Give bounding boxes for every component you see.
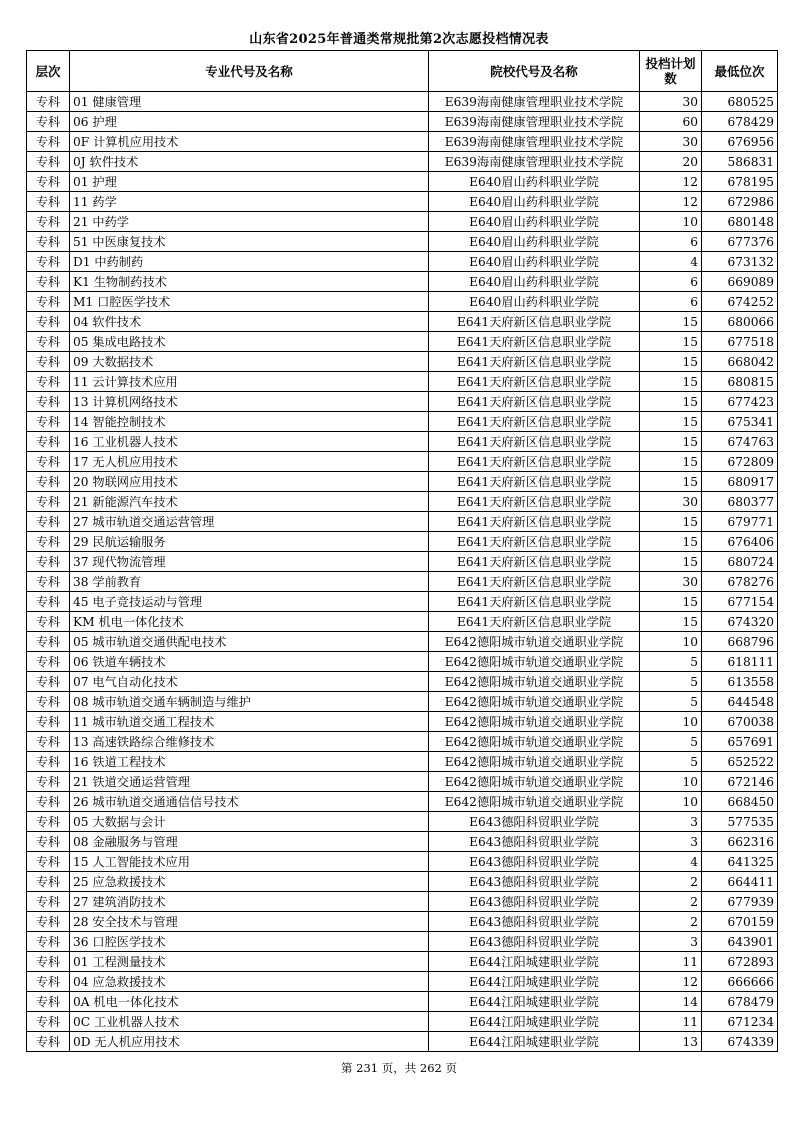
page-footer: 第 231 页，共 262 页 bbox=[340, 1061, 458, 1075]
cell-school: E641天府新区信息职业学院 bbox=[429, 412, 640, 432]
table-row bbox=[27, 992, 778, 1012]
cell-min-rank: 677376 bbox=[702, 232, 778, 252]
table-row bbox=[27, 352, 778, 372]
table-row bbox=[27, 112, 778, 132]
cell-school: E641天府新区信息职业学院 bbox=[429, 572, 640, 592]
cell-major: 17 无人机应用技术 bbox=[70, 452, 429, 472]
cell-school: E642德阳城市轨道交通职业学院 bbox=[429, 772, 640, 792]
cell-min-rank: 677423 bbox=[702, 392, 778, 412]
cell-major: 13 高速铁路综合维修技术 bbox=[70, 732, 429, 752]
cell-school: E642德阳城市轨道交通职业学院 bbox=[429, 752, 640, 772]
cell-school: E641天府新区信息职业学院 bbox=[429, 612, 640, 632]
cell-school: E643德阳科贸职业学院 bbox=[429, 872, 640, 892]
cell-major: 16 工业机器人技术 bbox=[70, 432, 429, 452]
table-row bbox=[27, 452, 778, 472]
cell-school: E641天府新区信息职业学院 bbox=[429, 432, 640, 452]
cell-min-rank: 673132 bbox=[702, 252, 778, 272]
cell-level: 专科 bbox=[27, 372, 70, 392]
cell-level: 专科 bbox=[27, 652, 70, 672]
cell-major: 25 应急救援技术 bbox=[70, 872, 429, 892]
cell-major: 38 学前教育 bbox=[70, 572, 429, 592]
cell-major: 27 城市轨道交通运营管理 bbox=[70, 512, 429, 532]
cell-school: E644江阳城建职业学院 bbox=[429, 1012, 640, 1032]
table-row bbox=[27, 372, 778, 392]
cell-min-rank: 678195 bbox=[702, 172, 778, 192]
cell-min-rank: 668796 bbox=[702, 632, 778, 652]
cell-school: E642德阳城市轨道交通职业学院 bbox=[429, 632, 640, 652]
table-body bbox=[27, 92, 778, 1052]
table-row bbox=[27, 1032, 778, 1052]
cell-major: 04 软件技术 bbox=[70, 312, 429, 332]
cell-plan: 60 bbox=[640, 112, 702, 132]
cell-plan: 15 bbox=[640, 552, 702, 572]
cell-major: 05 城市轨道交通供配电技术 bbox=[70, 632, 429, 652]
cell-major: 27 建筑消防技术 bbox=[70, 892, 429, 912]
cell-min-rank: 678479 bbox=[702, 992, 778, 1012]
cell-school: E642德阳城市轨道交通职业学院 bbox=[429, 692, 640, 712]
cell-level: 专科 bbox=[27, 272, 70, 292]
cell-min-rank: 677518 bbox=[702, 332, 778, 352]
table-row bbox=[27, 232, 778, 252]
cell-major: 21 铁道交通运营管理 bbox=[70, 772, 429, 792]
cell-school: E640眉山药科职业学院 bbox=[429, 172, 640, 192]
cell-min-rank: 680917 bbox=[702, 472, 778, 492]
cell-major: 36 口腔医学技术 bbox=[70, 932, 429, 952]
cell-major: 21 中药学 bbox=[70, 212, 429, 232]
cell-level: 专科 bbox=[27, 792, 70, 812]
cell-school: E641天府新区信息职业学院 bbox=[429, 452, 640, 472]
cell-major: 21 新能源汽车技术 bbox=[70, 492, 429, 512]
cell-level: 专科 bbox=[27, 312, 70, 332]
cell-level: 专科 bbox=[27, 1032, 70, 1052]
cell-plan: 15 bbox=[640, 312, 702, 332]
cell-school: E642德阳城市轨道交通职业学院 bbox=[429, 732, 640, 752]
cell-school: E642德阳城市轨道交通职业学院 bbox=[429, 672, 640, 692]
cell-level: 专科 bbox=[27, 292, 70, 312]
cell-plan: 15 bbox=[640, 532, 702, 552]
cell-school: E644江阳城建职业学院 bbox=[429, 992, 640, 1012]
table-row bbox=[27, 552, 778, 572]
cell-min-rank: 666666 bbox=[702, 972, 778, 992]
cell-plan: 10 bbox=[640, 772, 702, 792]
cell-level: 专科 bbox=[27, 212, 70, 232]
cell-major: 04 应急救援技术 bbox=[70, 972, 429, 992]
cell-min-rank: 670159 bbox=[702, 912, 778, 932]
cell-level: 专科 bbox=[27, 632, 70, 652]
header-school: 院校代号及名称 bbox=[429, 51, 640, 92]
cell-min-rank: 671234 bbox=[702, 1012, 778, 1032]
cell-plan: 2 bbox=[640, 912, 702, 932]
cell-level: 专科 bbox=[27, 412, 70, 432]
cell-level: 专科 bbox=[27, 992, 70, 1012]
cell-min-rank: 577535 bbox=[702, 812, 778, 832]
cell-school: E643德阳科贸职业学院 bbox=[429, 892, 640, 912]
table-row bbox=[27, 152, 778, 172]
cell-school: E640眉山药科职业学院 bbox=[429, 272, 640, 292]
cell-level: 专科 bbox=[27, 912, 70, 932]
cell-level: 专科 bbox=[27, 612, 70, 632]
cell-school: E643德阳科贸职业学院 bbox=[429, 932, 640, 952]
cell-school: E641天府新区信息职业学院 bbox=[429, 532, 640, 552]
cell-plan: 13 bbox=[640, 1032, 702, 1052]
table-row bbox=[27, 312, 778, 332]
cell-min-rank: 643901 bbox=[702, 932, 778, 952]
table-row bbox=[27, 852, 778, 872]
cell-plan: 15 bbox=[640, 372, 702, 392]
cell-major: 01 工程测量技术 bbox=[70, 952, 429, 972]
cell-school: E640眉山药科职业学院 bbox=[429, 292, 640, 312]
table-row bbox=[27, 692, 778, 712]
cell-school: E643德阳科贸职业学院 bbox=[429, 852, 640, 872]
table-row bbox=[27, 292, 778, 312]
cell-min-rank: 676956 bbox=[702, 132, 778, 152]
cell-major: 28 安全技术与管理 bbox=[70, 912, 429, 932]
table-row bbox=[27, 812, 778, 832]
cell-level: 专科 bbox=[27, 932, 70, 952]
cell-plan: 5 bbox=[640, 752, 702, 772]
cell-min-rank: 680724 bbox=[702, 552, 778, 572]
cell-min-rank: 678429 bbox=[702, 112, 778, 132]
cell-major: 14 智能控制技术 bbox=[70, 412, 429, 432]
header-row bbox=[27, 51, 778, 92]
table-row bbox=[27, 132, 778, 152]
cell-plan: 4 bbox=[640, 252, 702, 272]
cell-plan: 5 bbox=[640, 732, 702, 752]
cell-school: E642德阳城市轨道交通职业学院 bbox=[429, 792, 640, 812]
cell-level: 专科 bbox=[27, 1012, 70, 1032]
cell-level: 专科 bbox=[27, 952, 70, 972]
cell-level: 专科 bbox=[27, 532, 70, 552]
cell-min-rank: 674339 bbox=[702, 1032, 778, 1052]
cell-plan: 6 bbox=[640, 232, 702, 252]
table-row bbox=[27, 832, 778, 852]
cell-major: 09 大数据技术 bbox=[70, 352, 429, 372]
cell-plan: 3 bbox=[640, 812, 702, 832]
cell-min-rank: 613558 bbox=[702, 672, 778, 692]
cell-major: 01 健康管理 bbox=[70, 92, 429, 112]
cell-min-rank: 680148 bbox=[702, 212, 778, 232]
cell-level: 专科 bbox=[27, 872, 70, 892]
cell-plan: 11 bbox=[640, 1012, 702, 1032]
cell-min-rank: 677154 bbox=[702, 592, 778, 612]
cell-plan: 15 bbox=[640, 332, 702, 352]
table-row bbox=[27, 792, 778, 812]
cell-plan: 5 bbox=[640, 652, 702, 672]
cell-major: 11 云计算技术应用 bbox=[70, 372, 429, 392]
cell-level: 专科 bbox=[27, 892, 70, 912]
table-row bbox=[27, 952, 778, 972]
table-row bbox=[27, 252, 778, 272]
cell-min-rank: 672986 bbox=[702, 192, 778, 212]
table-row bbox=[27, 432, 778, 452]
cell-school: E641天府新区信息职业学院 bbox=[429, 592, 640, 612]
cell-major: 11 药学 bbox=[70, 192, 429, 212]
cell-plan: 2 bbox=[640, 892, 702, 912]
cell-level: 专科 bbox=[27, 332, 70, 352]
cell-level: 专科 bbox=[27, 552, 70, 572]
cell-level: 专科 bbox=[27, 732, 70, 752]
cell-level: 专科 bbox=[27, 432, 70, 452]
cell-level: 专科 bbox=[27, 172, 70, 192]
cell-major: 08 城市轨道交通车辆制造与维护 bbox=[70, 692, 429, 712]
cell-school: E639海南健康管理职业技术学院 bbox=[429, 92, 640, 112]
cell-level: 专科 bbox=[27, 672, 70, 692]
cell-plan: 3 bbox=[640, 832, 702, 852]
table-row bbox=[27, 172, 778, 192]
cell-school: E643德阳科贸职业学院 bbox=[429, 912, 640, 932]
cell-level: 专科 bbox=[27, 972, 70, 992]
table-row bbox=[27, 772, 778, 792]
table-row bbox=[27, 412, 778, 432]
cell-plan: 5 bbox=[640, 672, 702, 692]
cell-plan: 11 bbox=[640, 952, 702, 972]
cell-plan: 10 bbox=[640, 712, 702, 732]
cell-level: 专科 bbox=[27, 852, 70, 872]
table-row bbox=[27, 472, 778, 492]
cell-school: E641天府新区信息职业学院 bbox=[429, 372, 640, 392]
cell-major: 05 集成电路技术 bbox=[70, 332, 429, 352]
cell-school: E640眉山药科职业学院 bbox=[429, 252, 640, 272]
cell-school: E639海南健康管理职业技术学院 bbox=[429, 152, 640, 172]
cell-min-rank: 680815 bbox=[702, 372, 778, 392]
cell-major: D1 中药制药 bbox=[70, 252, 429, 272]
cell-min-rank: 680377 bbox=[702, 492, 778, 512]
cell-min-rank: 672809 bbox=[702, 452, 778, 472]
cell-school: E642德阳城市轨道交通职业学院 bbox=[429, 652, 640, 672]
cell-major: M1 口腔医学技术 bbox=[70, 292, 429, 312]
cell-school: E641天府新区信息职业学院 bbox=[429, 552, 640, 572]
cell-plan: 15 bbox=[640, 352, 702, 372]
cell-plan: 15 bbox=[640, 412, 702, 432]
cell-major: 15 人工智能技术应用 bbox=[70, 852, 429, 872]
cell-plan: 15 bbox=[640, 432, 702, 452]
cell-school: E644江阳城建职业学院 bbox=[429, 952, 640, 972]
cell-min-rank: 678276 bbox=[702, 572, 778, 592]
cell-min-rank: 644548 bbox=[702, 692, 778, 712]
cell-major: 37 现代物流管理 bbox=[70, 552, 429, 572]
cell-plan: 15 bbox=[640, 392, 702, 412]
header-level: 层次 bbox=[27, 51, 70, 92]
cell-plan: 15 bbox=[640, 452, 702, 472]
cell-school: E640眉山药科职业学院 bbox=[429, 192, 640, 212]
table-row bbox=[27, 672, 778, 692]
cell-plan: 3 bbox=[640, 932, 702, 952]
cell-min-rank: 680525 bbox=[702, 92, 778, 112]
cell-level: 专科 bbox=[27, 112, 70, 132]
cell-min-rank: 668042 bbox=[702, 352, 778, 372]
cell-school: E643德阳科贸职业学院 bbox=[429, 812, 640, 832]
page-title: 山东省2025年普通类常规批第2次志愿投档情况表 bbox=[249, 32, 549, 47]
cell-major: 26 城市轨道交通通信信号技术 bbox=[70, 792, 429, 812]
cell-min-rank: 679771 bbox=[702, 512, 778, 532]
cell-min-rank: 674763 bbox=[702, 432, 778, 452]
table-row bbox=[27, 392, 778, 412]
cell-major: K1 生物制药技术 bbox=[70, 272, 429, 292]
cell-level: 专科 bbox=[27, 452, 70, 472]
cell-min-rank: 675341 bbox=[702, 412, 778, 432]
cell-min-rank: 670038 bbox=[702, 712, 778, 732]
cell-plan: 5 bbox=[640, 692, 702, 712]
cell-min-rank: 672893 bbox=[702, 952, 778, 972]
cell-school: E643德阳科贸职业学院 bbox=[429, 832, 640, 852]
cell-school: E641天府新区信息职业学院 bbox=[429, 512, 640, 532]
cell-plan: 30 bbox=[640, 132, 702, 152]
cell-plan: 6 bbox=[640, 292, 702, 312]
header-major: 专业代号及名称 bbox=[70, 51, 429, 92]
cell-major: 0J 软件技术 bbox=[70, 152, 429, 172]
cell-min-rank: 674252 bbox=[702, 292, 778, 312]
cell-school: E641天府新区信息职业学院 bbox=[429, 492, 640, 512]
cell-min-rank: 676406 bbox=[702, 532, 778, 552]
cell-school: E639海南健康管理职业技术学院 bbox=[429, 112, 640, 132]
cell-plan: 15 bbox=[640, 592, 702, 612]
cell-plan: 30 bbox=[640, 492, 702, 512]
cell-major: 45 电子竞技运动与管理 bbox=[70, 592, 429, 612]
cell-plan: 15 bbox=[640, 612, 702, 632]
cell-level: 专科 bbox=[27, 832, 70, 852]
cell-min-rank: 674320 bbox=[702, 612, 778, 632]
cell-level: 专科 bbox=[27, 772, 70, 792]
cell-school: E639海南健康管理职业技术学院 bbox=[429, 132, 640, 152]
cell-school: E644江阳城建职业学院 bbox=[429, 1032, 640, 1052]
table-row bbox=[27, 892, 778, 912]
cell-level: 专科 bbox=[27, 132, 70, 152]
cell-min-rank: 677939 bbox=[702, 892, 778, 912]
cell-min-rank: 669089 bbox=[702, 272, 778, 292]
cell-plan: 10 bbox=[640, 212, 702, 232]
table-row bbox=[27, 532, 778, 552]
table-row bbox=[27, 932, 778, 952]
cell-school: E641天府新区信息职业学院 bbox=[429, 352, 640, 372]
cell-min-rank: 680066 bbox=[702, 312, 778, 332]
cell-plan: 12 bbox=[640, 192, 702, 212]
cell-plan: 14 bbox=[640, 992, 702, 1012]
cell-level: 专科 bbox=[27, 812, 70, 832]
table-row bbox=[27, 972, 778, 992]
cell-min-rank: 672146 bbox=[702, 772, 778, 792]
table-row bbox=[27, 212, 778, 232]
cell-level: 专科 bbox=[27, 712, 70, 732]
cell-major: 0C 工业机器人技术 bbox=[70, 1012, 429, 1032]
cell-level: 专科 bbox=[27, 152, 70, 172]
table-row bbox=[27, 192, 778, 212]
cell-level: 专科 bbox=[27, 92, 70, 112]
cell-plan: 4 bbox=[640, 852, 702, 872]
cell-level: 专科 bbox=[27, 692, 70, 712]
cell-level: 专科 bbox=[27, 192, 70, 212]
table-row bbox=[27, 652, 778, 672]
cell-major: 05 大数据与会计 bbox=[70, 812, 429, 832]
cell-school: E644江阳城建职业学院 bbox=[429, 972, 640, 992]
cell-level: 专科 bbox=[27, 232, 70, 252]
table-row bbox=[27, 92, 778, 112]
cell-plan: 10 bbox=[640, 632, 702, 652]
cell-plan: 30 bbox=[640, 92, 702, 112]
table-row bbox=[27, 512, 778, 532]
cell-plan: 10 bbox=[640, 792, 702, 812]
cell-level: 专科 bbox=[27, 492, 70, 512]
cell-plan: 15 bbox=[640, 512, 702, 532]
cell-major: 11 城市轨道交通工程技术 bbox=[70, 712, 429, 732]
cell-min-rank: 668450 bbox=[702, 792, 778, 812]
cell-major: 0F 计算机应用技术 bbox=[70, 132, 429, 152]
cell-major: 07 电气自动化技术 bbox=[70, 672, 429, 692]
admission-table bbox=[26, 50, 778, 1052]
table-row bbox=[27, 632, 778, 652]
table-row bbox=[27, 492, 778, 512]
table-row bbox=[27, 572, 778, 592]
cell-plan: 2 bbox=[640, 872, 702, 892]
cell-min-rank: 618111 bbox=[702, 652, 778, 672]
cell-level: 专科 bbox=[27, 512, 70, 532]
table-row bbox=[27, 612, 778, 632]
cell-major: 0D 无人机应用技术 bbox=[70, 1032, 429, 1052]
table-row bbox=[27, 592, 778, 612]
cell-plan: 12 bbox=[640, 172, 702, 192]
cell-major: 51 中医康复技术 bbox=[70, 232, 429, 252]
cell-plan: 15 bbox=[640, 472, 702, 492]
cell-min-rank: 586831 bbox=[702, 152, 778, 172]
cell-major: 13 计算机网络技术 bbox=[70, 392, 429, 412]
table-row bbox=[27, 272, 778, 292]
cell-min-rank: 652522 bbox=[702, 752, 778, 772]
cell-major: 16 铁道工程技术 bbox=[70, 752, 429, 772]
cell-min-rank: 641325 bbox=[702, 852, 778, 872]
cell-plan: 20 bbox=[640, 152, 702, 172]
cell-major: 01 护理 bbox=[70, 172, 429, 192]
cell-min-rank: 662316 bbox=[702, 832, 778, 852]
table-row bbox=[27, 1012, 778, 1032]
cell-min-rank: 664411 bbox=[702, 872, 778, 892]
cell-level: 专科 bbox=[27, 252, 70, 272]
cell-plan: 6 bbox=[640, 272, 702, 292]
header-min-rank: 最低位次 bbox=[702, 51, 778, 92]
cell-school: E640眉山药科职业学院 bbox=[429, 212, 640, 232]
table-row bbox=[27, 752, 778, 772]
cell-school: E641天府新区信息职业学院 bbox=[429, 332, 640, 352]
cell-level: 专科 bbox=[27, 752, 70, 772]
cell-school: E642德阳城市轨道交通职业学院 bbox=[429, 712, 640, 732]
cell-major: 29 民航运输服务 bbox=[70, 532, 429, 552]
cell-level: 专科 bbox=[27, 472, 70, 492]
cell-major: 0A 机电一体化技术 bbox=[70, 992, 429, 1012]
table-row bbox=[27, 872, 778, 892]
cell-school: E641天府新区信息职业学院 bbox=[429, 312, 640, 332]
cell-school: E641天府新区信息职业学院 bbox=[429, 392, 640, 412]
cell-school: E640眉山药科职业学院 bbox=[429, 232, 640, 252]
table-row bbox=[27, 912, 778, 932]
cell-major: 20 物联网应用技术 bbox=[70, 472, 429, 492]
cell-level: 专科 bbox=[27, 392, 70, 412]
cell-major: 06 铁道车辆技术 bbox=[70, 652, 429, 672]
cell-level: 专科 bbox=[27, 572, 70, 592]
cell-level: 专科 bbox=[27, 352, 70, 372]
cell-major: KM 机电一体化技术 bbox=[70, 612, 429, 632]
cell-school: E641天府新区信息职业学院 bbox=[429, 472, 640, 492]
cell-min-rank: 657691 bbox=[702, 732, 778, 752]
header-plan: 投档计划数 bbox=[640, 51, 702, 92]
table-row bbox=[27, 732, 778, 752]
cell-plan: 30 bbox=[640, 572, 702, 592]
cell-level: 专科 bbox=[27, 592, 70, 612]
cell-major: 06 护理 bbox=[70, 112, 429, 132]
table-row bbox=[27, 332, 778, 352]
table-row bbox=[27, 712, 778, 732]
cell-plan: 12 bbox=[640, 972, 702, 992]
cell-major: 08 金融服务与管理 bbox=[70, 832, 429, 852]
